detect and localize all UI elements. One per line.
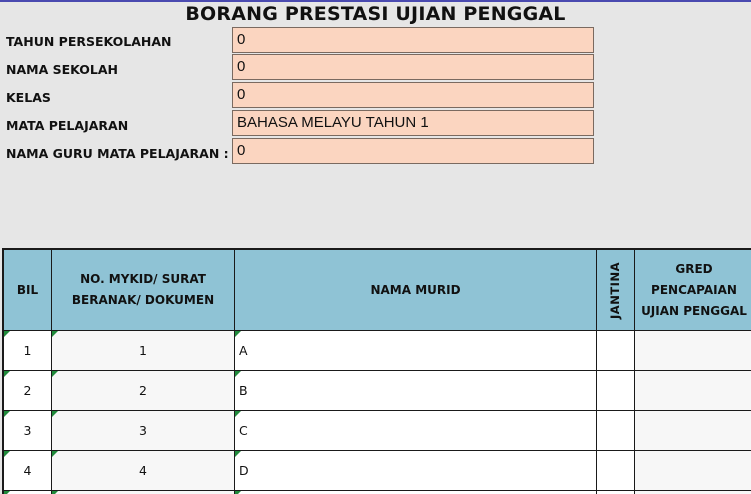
cell-no-mykid[interactable]: 1 <box>52 331 235 370</box>
header-jantina-label: JANTINA <box>608 261 623 319</box>
header-bil-label: BIL <box>16 282 39 297</box>
cell-nama-murid[interactable]: A <box>235 331 597 370</box>
header-jantina[interactable] <box>597 250 635 330</box>
table-row <box>4 451 751 491</box>
header-nama-murid[interactable] <box>235 250 597 330</box>
form-title: BORANG PRESTASI UJIAN PENGGAL <box>185 3 566 25</box>
cell-jantina[interactable] <box>597 451 635 490</box>
header-no-mykid-label <box>72 269 214 311</box>
header-nama-label: NAMA MURID <box>370 282 461 297</box>
cell-no-mykid[interactable]: 4 <box>52 451 235 490</box>
cell-nama-murid[interactable]: D <box>235 451 597 490</box>
header-no-line1: NO. MYKID/ SURAT <box>80 272 206 286</box>
field-mata-pelajaran[interactable]: BAHASA MELAYU TAHUN 1 <box>232 110 594 136</box>
cell-gred[interactable] <box>635 411 751 450</box>
label-nama-sekolah: NAMA SEKOLAH <box>6 62 118 77</box>
header-no-line2: BERANAK/ DOKUMEN <box>71 293 215 307</box>
cell-nama-murid[interactable]: C <box>235 411 597 450</box>
field-nama-guru[interactable]: 0 <box>232 138 594 164</box>
label-kelas: KELAS <box>6 90 51 105</box>
table-row <box>4 371 751 411</box>
cell-gred[interactable] <box>635 371 751 410</box>
cell-bil[interactable]: 1 <box>4 331 52 370</box>
header-no-mykid[interactable] <box>52 250 235 330</box>
cell-bil[interactable]: 2 <box>4 371 52 410</box>
header-gred-line1: GRED <box>675 261 713 276</box>
cell-no-mykid[interactable]: 3 <box>52 411 235 450</box>
cell-jantina[interactable] <box>597 371 635 410</box>
label-mata-pelajaran: MATA PELAJARAN <box>6 118 129 133</box>
cell-gred[interactable] <box>635 331 751 370</box>
student-table <box>2 248 751 494</box>
cell-gred[interactable] <box>635 451 751 490</box>
cell-bil[interactable]: 3 <box>4 411 52 450</box>
header-bil[interactable] <box>4 250 52 330</box>
table-header-row <box>4 250 751 331</box>
field-kelas[interactable]: 0 <box>232 82 594 108</box>
header-gred-line3: UJIAN PENGGAL <box>641 303 747 318</box>
cell-jantina[interactable] <box>597 411 635 450</box>
header-gred-label <box>641 259 747 322</box>
cell-nama-murid[interactable]: B <box>235 371 597 410</box>
header-gred[interactable] <box>635 250 751 330</box>
field-nama-sekolah[interactable]: 0 <box>232 54 594 80</box>
field-tahun-persekolahan[interactable]: 0 <box>232 27 594 53</box>
table-row <box>4 331 751 371</box>
table-row <box>4 411 751 451</box>
header-gred-line2: PENCAPAIAN <box>651 282 737 297</box>
cell-bil[interactable]: 4 <box>4 451 52 490</box>
label-nama-guru: NAMA GURU MATA PELAJARAN : <box>6 146 229 161</box>
cell-no-mykid[interactable]: 2 <box>52 371 235 410</box>
cell-jantina[interactable] <box>597 331 635 370</box>
label-tahun-persekolahan: TAHUN PERSEKOLAHAN <box>6 34 172 49</box>
